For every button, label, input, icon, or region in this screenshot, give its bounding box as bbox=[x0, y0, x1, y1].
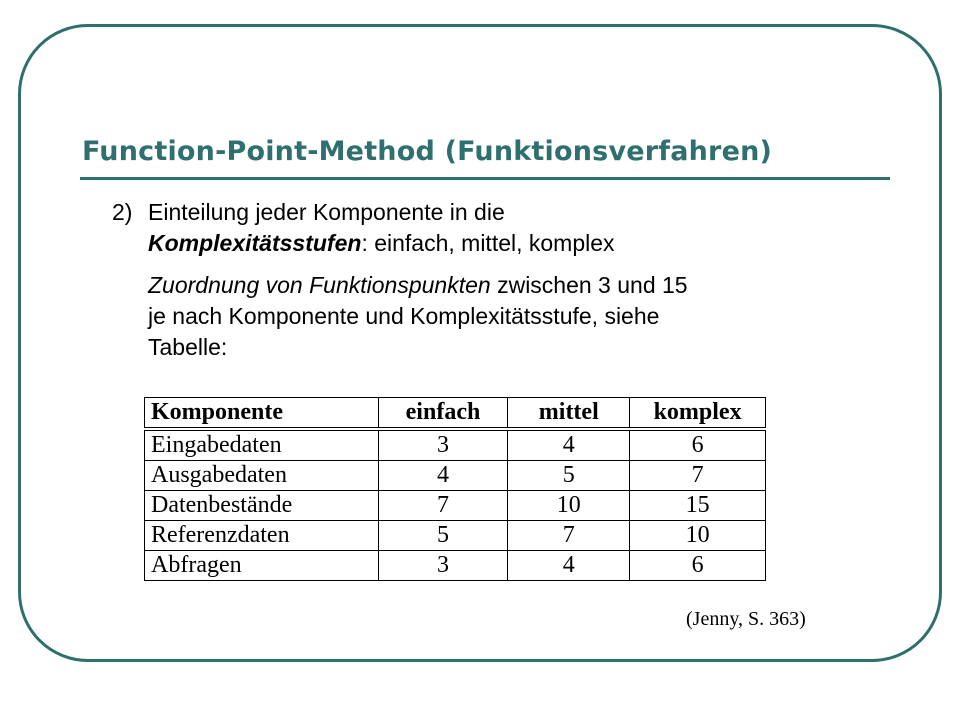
table-cell: 4 bbox=[508, 429, 630, 461]
item-number: 2) bbox=[112, 199, 133, 225]
text-line: Einteilung jeder Komponente in die bbox=[148, 199, 505, 225]
text-line: je nach Komponente und Komplexitätsstufe, siehe bbox=[148, 303, 660, 329]
column-header: komplex bbox=[630, 398, 766, 430]
item-body bbox=[148, 197, 868, 363]
table-cell: 7 bbox=[508, 521, 630, 551]
source-citation: (Jenny, S. 363) bbox=[686, 608, 806, 630]
text-line bbox=[148, 228, 868, 259]
table-cell: 4 bbox=[508, 551, 630, 581]
text-line bbox=[148, 270, 868, 301]
table-cell: 6 bbox=[630, 551, 766, 581]
table-row bbox=[145, 521, 766, 551]
slide-title: Function-Point-Method (Funktionsverfahren) bbox=[82, 136, 773, 167]
table-row bbox=[145, 461, 766, 491]
table-cell: 3 bbox=[378, 551, 508, 581]
table-header-row bbox=[145, 398, 766, 430]
table-cell: Abfragen bbox=[145, 551, 379, 581]
text-fragment: zwischen 3 und 15 bbox=[490, 272, 688, 298]
table-cell: 5 bbox=[378, 521, 508, 551]
emphasis-term: Zuordnung von Funktionspunkten bbox=[148, 272, 491, 298]
table-row bbox=[145, 551, 766, 581]
table-row bbox=[145, 429, 766, 461]
function-point-table-container bbox=[144, 397, 766, 581]
table-cell: 4 bbox=[378, 461, 508, 491]
table-row bbox=[145, 491, 766, 521]
table-cell: 10 bbox=[630, 521, 766, 551]
function-point-table bbox=[144, 397, 766, 581]
table-cell: 10 bbox=[508, 491, 630, 521]
text-line: Tabelle: bbox=[148, 334, 228, 360]
table-cell: 6 bbox=[630, 429, 766, 461]
table-cell: 15 bbox=[630, 491, 766, 521]
text-fragment: : einfach, mittel, komplex bbox=[361, 230, 615, 256]
table-cell: Datenbestände bbox=[145, 491, 379, 521]
table-cell: Ausgabedaten bbox=[145, 461, 379, 491]
emphasis-term: Komplexitätsstufen bbox=[148, 230, 362, 256]
table-cell: 7 bbox=[378, 491, 508, 521]
table-cell: 3 bbox=[378, 429, 508, 461]
table-cell: Referenzdaten bbox=[145, 521, 379, 551]
column-header: Komponente bbox=[145, 398, 379, 430]
column-header: einfach bbox=[378, 398, 508, 430]
table-cell: 5 bbox=[508, 461, 630, 491]
column-header: mittel bbox=[508, 398, 630, 430]
table-cell: 7 bbox=[630, 461, 766, 491]
title-underline bbox=[80, 177, 890, 180]
table-cell: Eingabedaten bbox=[145, 429, 379, 461]
